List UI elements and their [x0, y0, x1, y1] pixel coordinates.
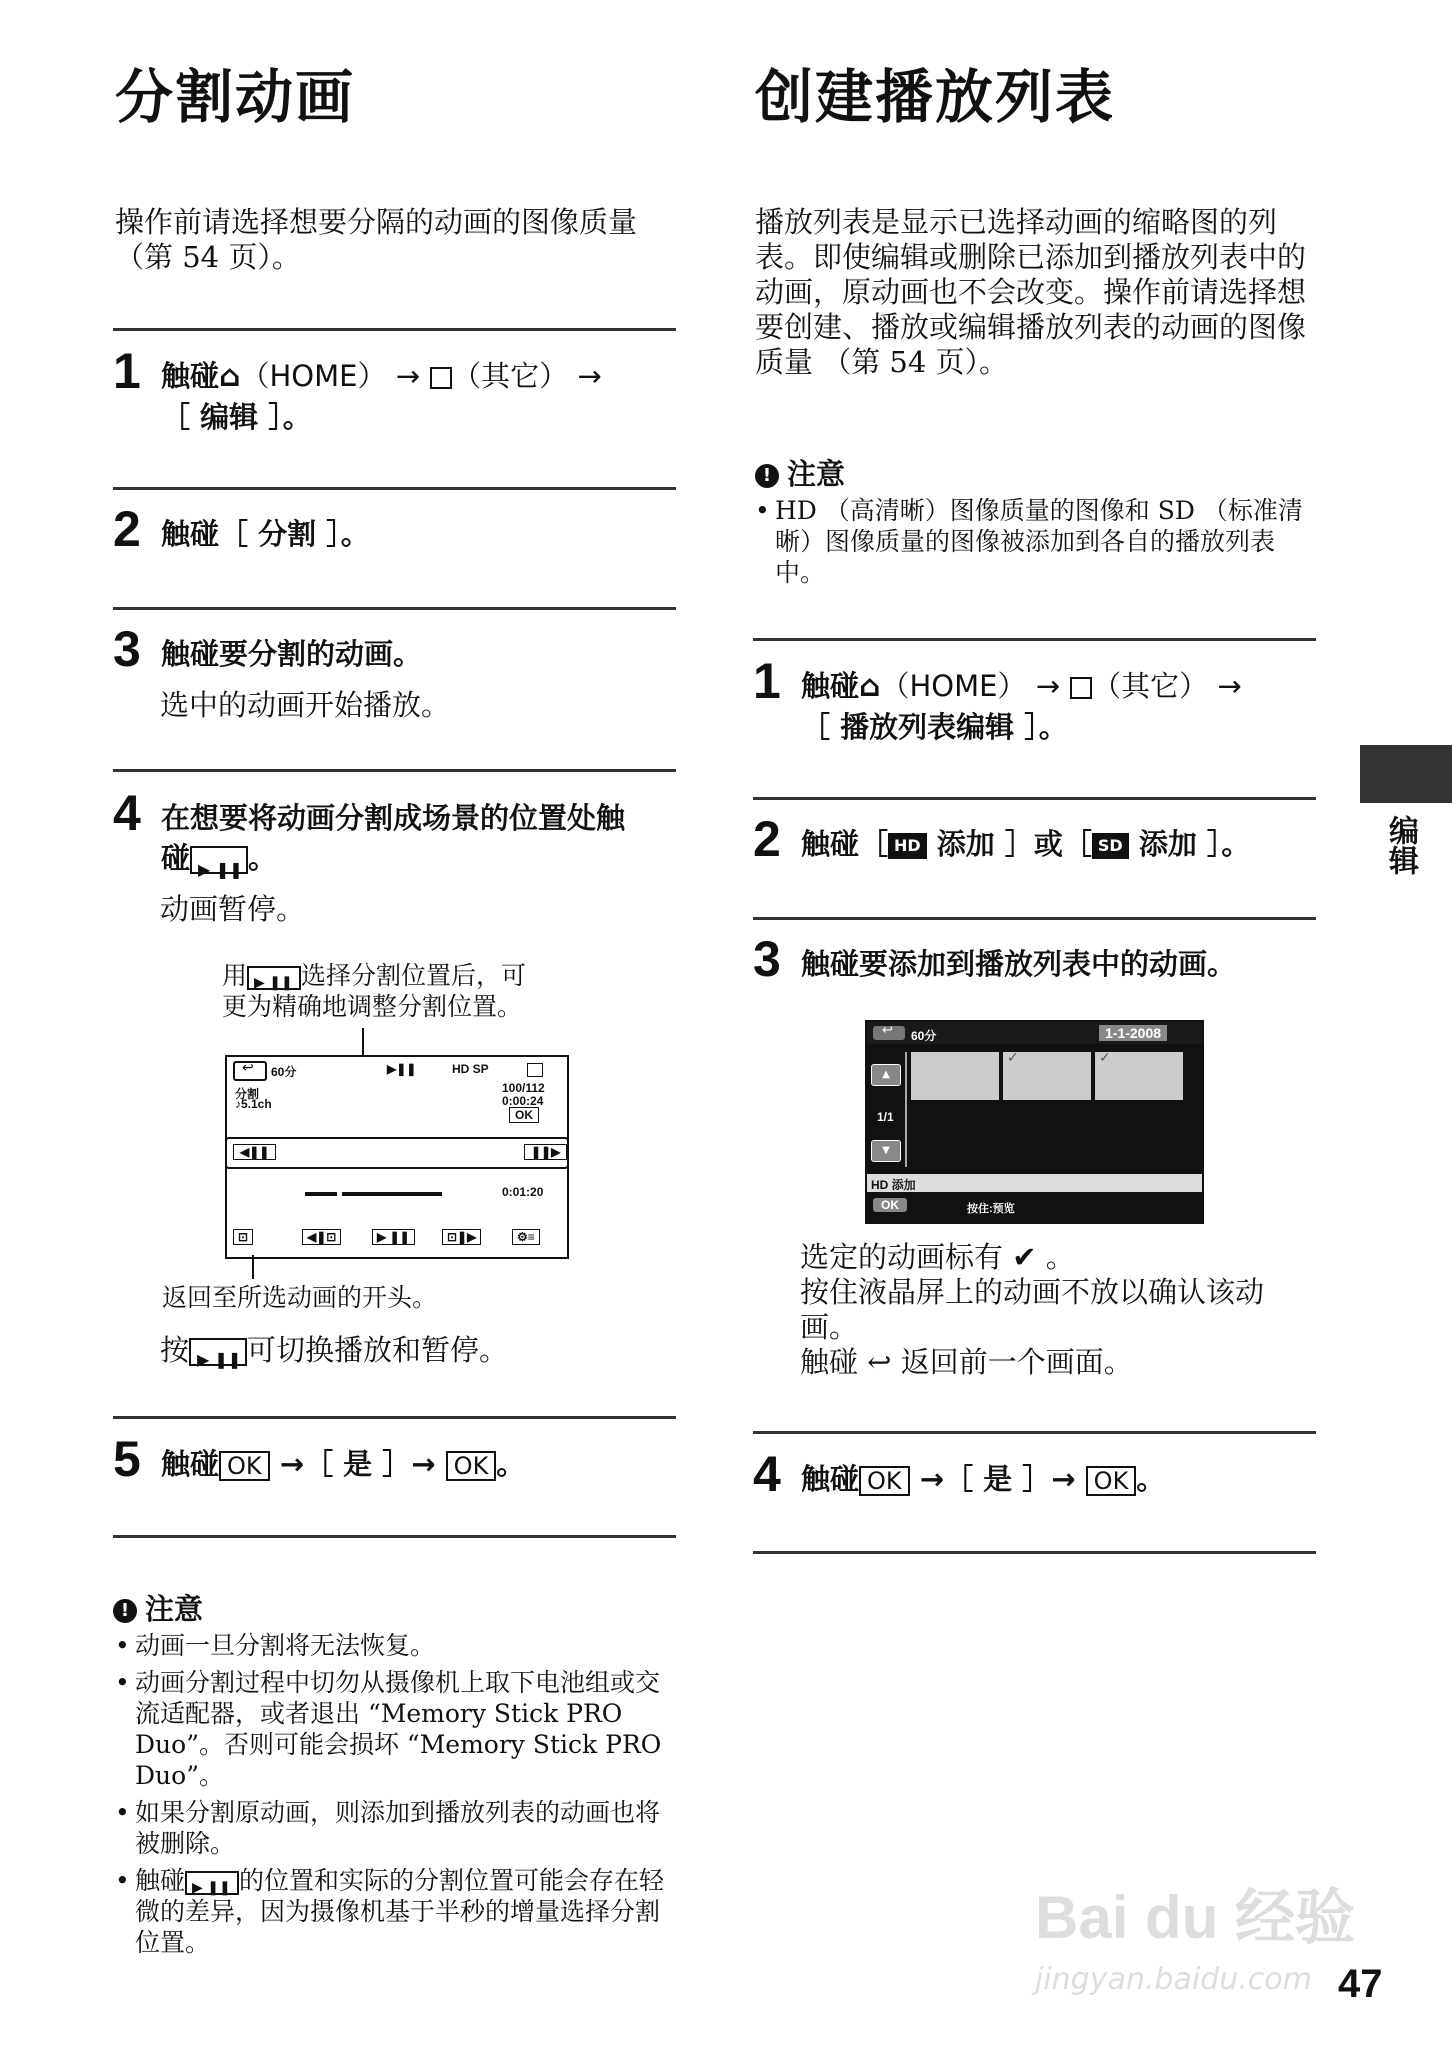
step-number: 2 [113, 501, 141, 557]
count-label: 100/112 [502, 1081, 545, 1095]
home-label: （HOME） → [240, 359, 420, 393]
left-title: 分割动画 [115, 63, 356, 131]
right-step-4 [753, 1445, 1166, 1503]
divider [113, 487, 676, 490]
other-icon [1070, 677, 1092, 699]
toggle-text: 按 [160, 1333, 190, 1367]
step-number: 1 [113, 343, 141, 399]
step-number: 5 [113, 1431, 141, 1487]
edit-label: ［ 编辑 ］。 [161, 400, 312, 434]
callout-top [222, 960, 622, 1022]
step-text: 添加 ］或［ [936, 827, 1092, 861]
home-label: （HOME） → [880, 669, 1060, 703]
sd-icon: SD [1092, 833, 1129, 859]
notes-heading [755, 452, 845, 493]
back-icon[interactable]: ↩ [873, 1026, 905, 1040]
note-item [115, 1865, 675, 1958]
note-item: • 动画一旦分割将无法恢复。 [115, 1630, 675, 1661]
right-step-1 [753, 652, 1323, 744]
play-pause-icon: ▶ ❚❚ [189, 1338, 247, 1366]
ok-icon: OK [219, 1451, 270, 1481]
other-label: （其它） → [1092, 669, 1242, 703]
right-intro: 播放列表是显示已选择动画的缩略图的列表。即使编辑或删除已添加到播放列表中的动画，原动画也不会改变。操作前请选择想要创建、播放或编辑播放列表的动画的图像质量 （第 54 页）。 [755, 205, 1307, 379]
step3-note: 触碰 ↩ 返回前一个画面。 [800, 1345, 1133, 1379]
step-text: 触碰 [161, 1447, 220, 1481]
callout-bottom: 返回至所选动画的开头。 [162, 1283, 438, 1312]
left-step-4 [113, 784, 683, 879]
step-text: 添加 ］。 [1138, 827, 1251, 861]
step-text: 触碰要分割的动画。 [161, 637, 423, 671]
toggle-text: 可切换播放和暂停。 [247, 1333, 509, 1367]
step-subtext: 选中的动画开始播放。 [160, 688, 451, 722]
divider [753, 917, 1316, 920]
play-pause-button[interactable]: ▶ ❚❚ [372, 1229, 415, 1245]
callout-text: 更为精确地调整分割位置。 [222, 992, 523, 1021]
frame-adjust-bar [225, 1137, 569, 1169]
preview-hint: 按住:预览 [967, 1203, 1015, 1215]
callout-text: 用 [222, 961, 248, 990]
callout-text: 选择分割位置后，可 [301, 961, 527, 990]
note-item: • 动画分割过程中切勿从摄像机上取下电池组或交流适配器，或者退出 “Memory Stick PRO Duo”。否则可能会损坏 “Memory Stick PRO Duo”。 [115, 1667, 675, 1791]
step-text: 触碰要添加到播放列表中的动画。 [801, 947, 1237, 981]
step-text: →［ 是 ］→ [279, 1447, 436, 1481]
to-start-button[interactable]: ⊡ [233, 1229, 253, 1245]
frame-forward-button[interactable]: ❚❚▶ [524, 1144, 567, 1160]
check-icon: ✓ [1007, 1050, 1019, 1066]
notes-list [755, 495, 1315, 594]
step-text: 触碰 [161, 359, 220, 393]
page-number: 47 [1338, 1962, 1383, 2006]
step-number: 3 [113, 621, 141, 677]
warning-icon: ! [755, 464, 779, 488]
warning-icon: ! [113, 1599, 137, 1623]
watermark-logo: Bai du 经验 [1035, 1884, 1356, 1951]
note-item: • 如果分割原动画，则添加到播放列表的动画也将被删除。 [115, 1797, 675, 1859]
note-item: • HD （高清晰）图像质量的图像和 SD （标准清晰）图像质量的图像被添加到各自的播放列表中。 [755, 495, 1315, 588]
step3-notes [800, 1240, 1320, 1380]
step-text: 碰 [161, 841, 191, 875]
scroll-up-button[interactable]: ▲ [871, 1064, 901, 1086]
left-step-2 [113, 500, 370, 558]
watermark-url: jingyan.baidu.com [1035, 1962, 1312, 1997]
note-text: 触碰 [135, 1866, 186, 1895]
options-button[interactable]: ⚙≡ [512, 1229, 540, 1245]
play-pause-icon: ▶ ❚❚ [185, 1871, 239, 1895]
progress-seg [342, 1192, 442, 1196]
prev-button[interactable]: ◀❚⊡ [302, 1229, 341, 1245]
mode-label: 分割 [235, 1087, 260, 1101]
step-text: 触碰 [801, 1462, 860, 1496]
play-pause-icon: ▶ ❚❚ [247, 966, 301, 990]
page-indicator: 1/1 [877, 1110, 894, 1124]
step-number: 4 [753, 1446, 781, 1502]
ok-button[interactable]: OK [509, 1107, 539, 1123]
divider [753, 1551, 1316, 1554]
home-icon: ⌂ [219, 359, 241, 394]
frame-back-button[interactable]: ◀❚❚ [233, 1144, 276, 1160]
scroll-down-button[interactable]: ▼ [871, 1140, 901, 1162]
toggle-note [160, 1333, 508, 1368]
check-icon: ✓ [1099, 1050, 1111, 1066]
section-tab [1360, 745, 1452, 803]
back-icon: ↩ [233, 1061, 267, 1081]
divider [113, 1535, 676, 1538]
progress-seg [305, 1192, 337, 1196]
divider [113, 607, 676, 610]
callout-line [252, 1255, 254, 1279]
camera-screen-playlist [865, 1020, 1204, 1224]
divider [753, 1431, 1316, 1434]
step-text: 。 [1136, 1462, 1166, 1496]
other-label: （其它） → [452, 359, 602, 393]
battery-indicator: 60分 [911, 1029, 937, 1043]
hd-icon: HD [888, 833, 927, 859]
right-step-3 [753, 930, 1237, 988]
step3-note: 按住液晶屏上的动画不放以确认该动画。 [800, 1275, 1265, 1344]
step-subtext: 动画暂停。 [160, 892, 306, 926]
thumbnail[interactable] [1095, 1052, 1183, 1100]
ok-icon: OK [1086, 1466, 1137, 1496]
step-text: 在想要将动画分割成场景的位置处触 [161, 801, 626, 835]
audio-label: ♪5.1ch [235, 1097, 272, 1111]
other-icon [430, 367, 452, 389]
notes-heading [113, 1587, 203, 1628]
time-label: 0:00:24 [502, 1094, 544, 1108]
note-text: 的位置和实际的分割位置可能会存在轻微的差异，因为摄像机基于半秒的增量选择分割位置。 [135, 1866, 665, 1957]
play-pause-icon: ▶ ❚❚ [190, 846, 248, 874]
playlist-edit-label: ［ 播放列表编辑 ］。 [801, 710, 1068, 744]
step-number: 4 [113, 785, 141, 841]
add-label: HD 添加 [871, 1178, 916, 1192]
date-label: 1-1-2008 [1099, 1025, 1167, 1041]
step-text: →［ 是 ］→ [919, 1462, 1076, 1496]
divider [113, 1416, 676, 1419]
next-button[interactable]: ⊡❚▶ [442, 1229, 481, 1245]
home-icon: ⌂ [859, 669, 881, 704]
scrollbar[interactable] [905, 1052, 907, 1167]
step-text: 触碰 [801, 669, 860, 703]
ok-icon: OK [446, 1451, 497, 1481]
divider [113, 769, 676, 772]
ok-button[interactable]: OK [873, 1198, 907, 1212]
step-text: 。 [248, 841, 278, 875]
right-title: 创建播放列表 [755, 63, 1116, 131]
step-number: 3 [753, 931, 781, 987]
notes-list [115, 1630, 675, 1964]
memory-card-icon [527, 1063, 543, 1077]
step-number: 1 [753, 653, 781, 709]
add-bar [867, 1174, 1202, 1192]
step-text: 触碰［ [801, 827, 889, 861]
section-label: 编辑 [1383, 815, 1418, 875]
step-text: 。 [496, 1447, 526, 1481]
step-number: 2 [753, 811, 781, 867]
left-step-3 [113, 620, 423, 678]
play-pause-status-icon: ▶❚❚ [387, 1062, 417, 1076]
quality-badge: HD SP [452, 1062, 489, 1076]
divider [113, 328, 676, 331]
notes-heading-text: 注意 [145, 1592, 204, 1626]
thumbnail[interactable] [911, 1052, 999, 1100]
left-step-5 [113, 1430, 526, 1488]
left-step-1 [113, 342, 683, 434]
duration-label: 0:01:20 [502, 1185, 544, 1199]
ok-icon: OK [859, 1466, 910, 1496]
step3-note: 选定的动画标有 ✔ 。 [800, 1240, 1075, 1274]
battery-indicator: 60分 [271, 1065, 297, 1079]
step-text: 触碰［ 分割 ］。 [161, 517, 370, 551]
thumbnail[interactable] [1003, 1052, 1091, 1100]
notes-heading-text: 注意 [787, 457, 846, 491]
right-step-2 [753, 810, 1251, 868]
divider [753, 797, 1316, 800]
camera-screen-split [225, 1055, 569, 1259]
left-intro: 操作前请选择想要分隔的动画的图像质量 （第 54 页）。 [115, 205, 638, 274]
divider [753, 638, 1316, 641]
